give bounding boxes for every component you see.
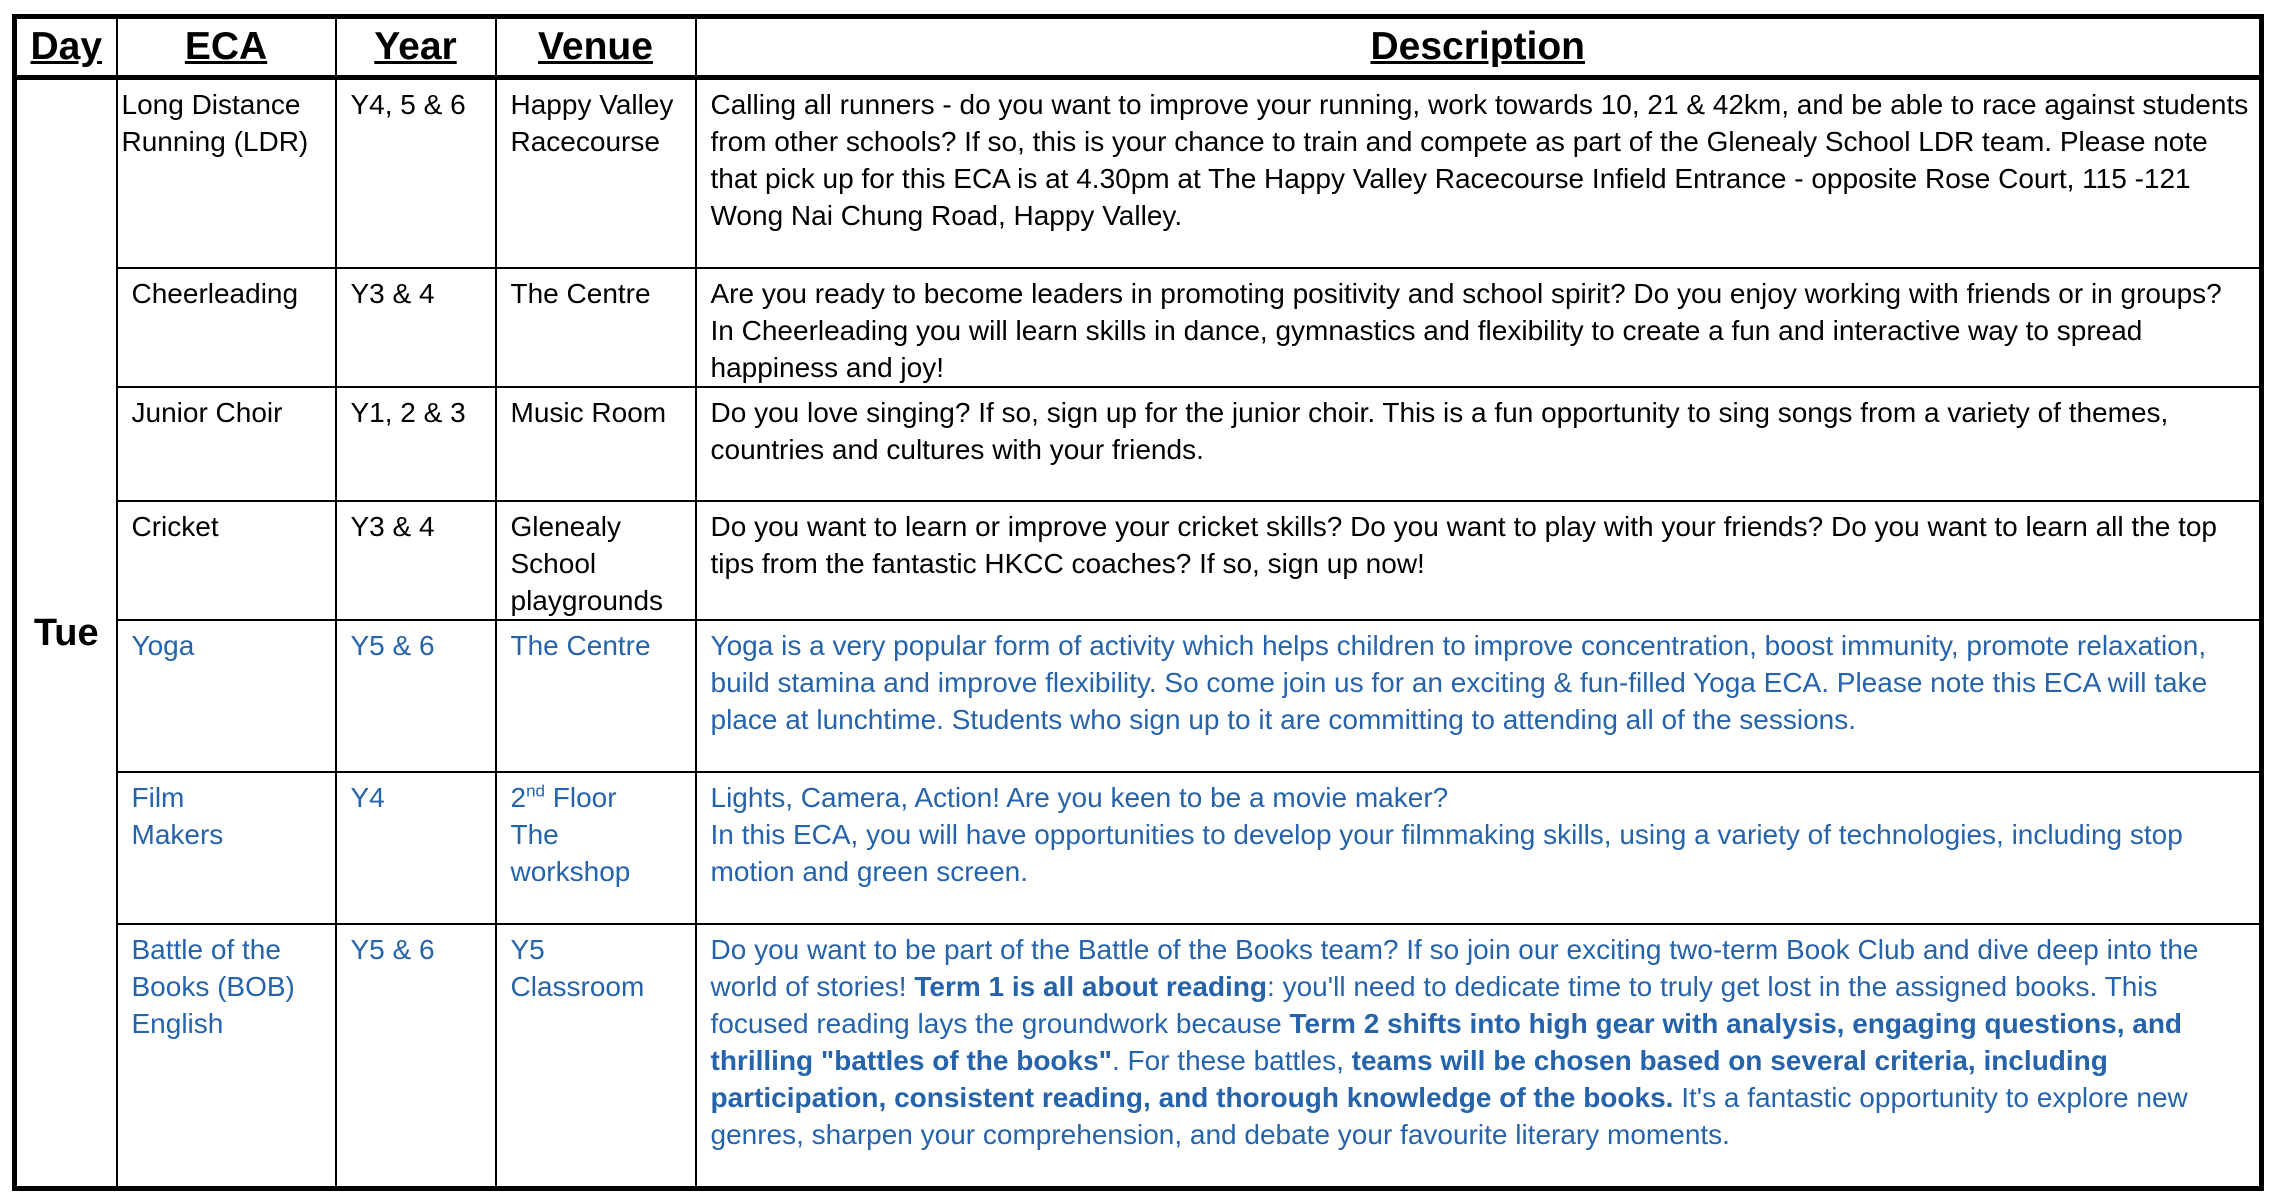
description-bold-text: Term 2 shifts into high gear with analysis, engaging questions, and thrilling "battles of the books" <box>710 1007 2183 1076</box>
table-row <box>15 772 2262 924</box>
description-cell: Calling all runners - do you want to improve your running, work towards 10, 21 & 42km, and be able to race against students from other schools? If so, this is your chance to train and compete as part of the Glenealy School LDR team. Please note that pick up for this ECA is at 4.30pm at The Happy Valley Racecourse Infield Entrance - opposite Rose Court, 115 -121 Wong Nai Chung Road, Happy Valley. <box>696 78 2262 268</box>
eca-cell: Battle of the Books (BOB) English <box>117 924 336 1189</box>
eca-schedule-table <box>12 14 2264 1191</box>
description-cell: Are you ready to become leaders in promoting positivity and school spirit? Do you enjoy working with friends or in groups? In Cheerleading you will learn skills in dance, gymnastics and flexibility to create a fun and interactive way to spread happiness and joy! <box>696 268 2262 387</box>
table-row <box>15 268 2262 387</box>
table-row <box>15 924 2262 1189</box>
venue-cell <box>496 772 696 924</box>
description-cell: Yoga is a very popular form of activity which helps children to improve concentration, boost immunity, promote relaxation, build stamina and improve flexibility. So come join us for an exciting & fun-filled Yoga ECA. Please note this ECA will take place at lunchtime. Students who sign up to it are committing to attending all of the sessions. <box>696 620 2262 772</box>
header-eca: ECA <box>117 17 336 78</box>
year-cell: Y3 & 4 <box>336 501 496 620</box>
description-line: Lights, Camera, Action! Are you keen to be a movie maker? <box>710 781 1449 813</box>
eca-cell: Yoga <box>117 620 336 772</box>
description-text: It's a fantastic opportunity to explore new genres, sharpen your comprehension, and debate your favourite literary moments. <box>710 1081 2188 1150</box>
description-text: Do you want to be part of the Battle of the Books team? If so join our exciting two-term Book Club and dive deep into the world of stories! <box>710 933 2199 1002</box>
description-cell: Do you want to learn or improve your cricket skills? Do you want to play with your friends? Do you want to learn all the top tips from the fantastic HKCC coaches? If so, sign up now! <box>696 501 2262 620</box>
venue-cell: Y5 Classroom <box>496 924 696 1189</box>
table-row <box>15 387 2262 501</box>
description-cell: Do you love singing? If so, sign up for the junior choir. This is a fun opportunity to sing songs from a variety of themes, countries and cultures with your friends. <box>696 387 2262 501</box>
venue-cell: Happy Valley Racecourse <box>496 78 696 268</box>
year-cell: Y3 & 4 <box>336 268 496 387</box>
description-text: : you'll need to dedicate time to truly get lost in the assigned books. This focused reading lays the groundwork because <box>710 970 2158 1039</box>
venue-cell: Music Room <box>496 387 696 501</box>
year-cell: Y4 <box>336 772 496 924</box>
description-cell <box>696 924 2262 1189</box>
description-bold-text: teams will be chosen based on several criteria, including participation, consistent reading, and thorough knowledge of the books. <box>710 1044 2108 1113</box>
venue-cell: Glenealy School playgrounds <box>496 501 696 620</box>
venue-floor-number: 2 <box>510 781 527 813</box>
header-venue: Venue <box>496 17 696 78</box>
venue-floor-suffix: nd <box>526 781 545 801</box>
eca-cell: Film Makers <box>117 772 336 924</box>
venue-cell: The Centre <box>496 268 696 387</box>
year-cell: Y5 & 6 <box>336 620 496 772</box>
eca-cell: Long Distance Running (LDR) <box>117 78 336 268</box>
header-year: Year <box>336 17 496 78</box>
header-row <box>15 17 2262 78</box>
year-cell: Y5 & 6 <box>336 924 496 1189</box>
venue-rest: Floor The workshop <box>510 781 631 887</box>
table-row <box>15 501 2262 620</box>
description-bold-text: Term 1 is all about reading <box>914 970 1268 1002</box>
table-row <box>15 620 2262 772</box>
venue-cell: The Centre <box>496 620 696 772</box>
eca-cell: Cricket <box>117 501 336 620</box>
description-text: . For these battles, <box>1111 1044 1352 1076</box>
header-day: Day <box>15 17 117 78</box>
eca-cell: Cheerleading <box>117 268 336 387</box>
year-cell: Y4, 5 & 6 <box>336 78 496 268</box>
day-cell: Tue <box>15 78 117 1189</box>
eca-cell: Junior Choir <box>117 387 336 501</box>
header-description: Description <box>696 17 2262 78</box>
table-row <box>15 78 2262 268</box>
description-cell <box>696 772 2262 924</box>
description-line: In this ECA, you will have opportunities to develop your filmmaking skills, using a variety of technologies, including stop motion and green screen. <box>710 818 2183 887</box>
year-cell: Y1, 2 & 3 <box>336 387 496 501</box>
